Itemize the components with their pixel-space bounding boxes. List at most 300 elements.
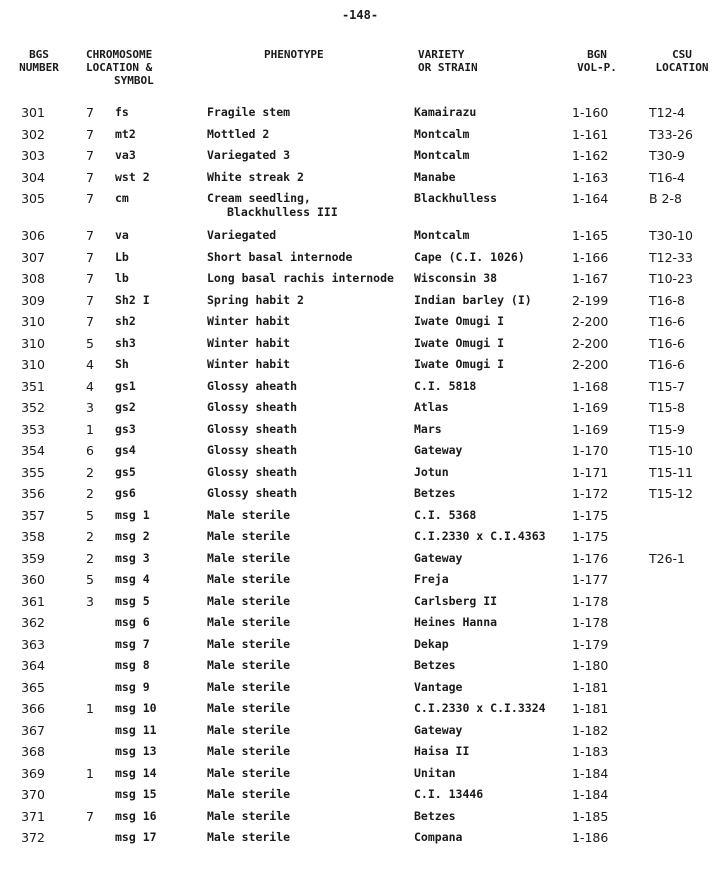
cell-bgn-vol-page: 1-162 xyxy=(572,148,609,163)
table-row xyxy=(0,422,720,444)
cell-csu-location: T12-4 xyxy=(649,105,686,120)
cell-bgn-vol-page: 1-172 xyxy=(572,486,609,501)
cell-variety: Heines Hanna xyxy=(414,615,498,629)
cell-bgn-vol-page: 1-167 xyxy=(572,271,609,286)
cell-symbol: gs4 xyxy=(115,443,136,457)
cell-phenotype xyxy=(207,744,290,758)
cell-symbol: msg 3 xyxy=(115,550,150,565)
cell-symbol: Sh xyxy=(115,357,129,371)
cell-phenotype xyxy=(207,443,297,457)
cell-phenotype-line1: Glossy aheath xyxy=(207,378,298,393)
header-variety-line2: OR STRAIN xyxy=(418,61,478,74)
cell-phenotype xyxy=(207,379,297,393)
cell-phenotype xyxy=(207,723,290,737)
cell-phenotype-line1: Winter habit xyxy=(207,335,291,350)
cell-phenotype-line1: Mottled 2 xyxy=(207,126,270,141)
cell-phenotype-line1: Male sterile xyxy=(207,572,291,586)
header-bgs-line2: NUMBER xyxy=(19,61,59,74)
cell-bgs-number: 359 xyxy=(21,550,45,566)
cell-symbol: msg 15 xyxy=(115,787,157,801)
cell-symbol: gs5 xyxy=(115,464,136,479)
cell-phenotype-line1: Male sterile xyxy=(207,615,291,629)
cell-bgs-number: 362 xyxy=(21,615,45,630)
cell-chromosome: 2 xyxy=(86,486,94,501)
cell-csu-location: T15-8 xyxy=(649,400,686,415)
header-bgn-line1: BGN xyxy=(587,48,607,61)
cell-variety: Betzes xyxy=(414,808,456,823)
cell-phenotype xyxy=(207,170,304,184)
cell-bgs-number: 310 xyxy=(21,314,45,329)
cell-bgn-vol-page: 1-170 xyxy=(572,443,609,458)
cell-bgs-number: 366 xyxy=(21,701,45,716)
header-variety-line1: VARIETY xyxy=(418,48,465,61)
cell-bgn-vol-page: 1-181 xyxy=(572,701,609,716)
header-bgs-number xyxy=(8,48,70,74)
cell-variety: Gateway xyxy=(414,550,463,565)
cell-variety: C.I.2330 x C.I.4363 xyxy=(414,529,546,543)
cell-phenotype-line1: Glossy sheath xyxy=(207,443,298,457)
cell-chromosome: 7 xyxy=(86,105,94,120)
table-row xyxy=(0,744,720,766)
table-row xyxy=(0,658,720,680)
cell-bgn-vol-page: 1-177 xyxy=(572,572,609,587)
cell-variety: C.I. 5818 xyxy=(414,378,477,393)
cell-bgn-vol-page: 1-161 xyxy=(572,126,609,142)
cell-bgs-number: 310 xyxy=(21,357,45,372)
table-row xyxy=(0,551,720,573)
cell-bgn-vol-page: 1-178 xyxy=(572,615,609,630)
cell-phenotype xyxy=(207,422,297,436)
cell-phenotype-line1: Male sterile xyxy=(207,507,291,522)
cell-phenotype xyxy=(207,809,290,823)
cell-phenotype xyxy=(207,766,290,780)
cell-phenotype-line1: Male sterile xyxy=(207,679,291,694)
cell-variety: Betzes xyxy=(414,486,456,500)
cell-chromosome: 5 xyxy=(86,335,94,351)
cell-symbol: msg 1 xyxy=(115,507,150,522)
cell-csu-location: T16-6 xyxy=(649,314,686,329)
cell-variety: Haisa II xyxy=(414,744,470,758)
cell-bgs-number: 369 xyxy=(21,765,45,781)
table-row xyxy=(0,314,720,336)
header-csu-line1: CSU xyxy=(672,48,692,61)
cell-variety: Indian barley (I) xyxy=(414,292,532,307)
cell-chromosome: 7 xyxy=(86,126,94,142)
cell-bgs-number: 354 xyxy=(21,443,45,458)
cell-bgs-number: 357 xyxy=(21,507,45,523)
cell-bgs-number: 352 xyxy=(21,400,45,415)
cell-bgn-vol-page: 1-176 xyxy=(572,550,609,566)
cell-symbol: msg 6 xyxy=(115,615,150,629)
cell-chromosome: 7 xyxy=(86,169,94,185)
cell-bgn-vol-page: 1-165 xyxy=(572,228,609,243)
table-row xyxy=(0,443,720,465)
table-row xyxy=(0,615,720,637)
cell-csu-location: T33-26 xyxy=(649,126,693,142)
cell-symbol: va xyxy=(115,228,129,242)
cell-bgn-vol-page: 1-179 xyxy=(572,636,609,652)
cell-csu-location: T10-23 xyxy=(649,271,693,286)
cell-phenotype xyxy=(207,594,290,608)
cell-chromosome: 3 xyxy=(86,400,94,415)
cell-phenotype-line1: Winter habit xyxy=(207,357,291,371)
cell-phenotype-line1: Variegated 3 xyxy=(207,148,291,162)
table-row xyxy=(0,594,720,616)
cell-variety: Carlsberg II xyxy=(414,593,498,608)
cell-variety: C.I.2330 x C.I.3324 xyxy=(414,701,546,715)
cell-phenotype-line1: Cream seedling, xyxy=(207,191,311,205)
cell-bgn-vol-page: 1-175 xyxy=(572,507,609,523)
table-row xyxy=(0,293,720,315)
cell-phenotype xyxy=(207,551,290,565)
cell-symbol: msg 13 xyxy=(115,744,157,758)
cell-variety: Unitan xyxy=(414,765,456,780)
cell-variety: Montcalm xyxy=(414,126,470,141)
table-row xyxy=(0,127,720,149)
cell-variety: Manabe xyxy=(414,169,456,184)
cell-variety: Iwate Omugi I xyxy=(414,335,505,350)
cell-bgn-vol-page: 1-166 xyxy=(572,249,609,265)
cell-phenotype-line1: Spring habit 2 xyxy=(207,292,304,307)
cell-symbol: msg 5 xyxy=(115,593,150,608)
header-bgs-line1: BGS xyxy=(29,48,49,61)
cell-csu-location: T15-10 xyxy=(649,443,693,458)
cell-variety: Jotun xyxy=(414,464,449,479)
cell-bgn-vol-page: 2-200 xyxy=(572,357,609,372)
cell-bgs-number: 351 xyxy=(21,378,45,394)
cell-phenotype xyxy=(207,637,290,651)
cell-symbol: mt2 xyxy=(115,126,136,141)
cell-symbol: msg 17 xyxy=(115,830,157,844)
table-row xyxy=(0,572,720,594)
cell-bgn-vol-page: 1-180 xyxy=(572,658,609,673)
cell-bgn-vol-page: 1-169 xyxy=(572,421,609,437)
table-row xyxy=(0,170,720,192)
cell-chromosome: 7 xyxy=(86,249,94,265)
cell-phenotype-line1: Glossy sheath xyxy=(207,400,298,414)
cell-csu-location: T16-8 xyxy=(649,292,686,308)
cell-symbol: gs1 xyxy=(115,378,136,393)
cell-symbol: msg 4 xyxy=(115,572,150,586)
cell-chromosome: 5 xyxy=(86,507,94,523)
cell-bgs-number: 302 xyxy=(21,126,45,142)
cell-bgn-vol-page: 1-184 xyxy=(572,765,609,781)
cell-phenotype-line1: Variegated xyxy=(207,228,277,242)
cell-bgn-vol-page: 2-199 xyxy=(572,292,609,308)
cell-phenotype xyxy=(207,148,290,162)
cell-variety: C.I. 5368 xyxy=(414,507,477,522)
page-number: -148- xyxy=(341,8,379,22)
cell-variety: Mars xyxy=(414,421,442,436)
cell-phenotype xyxy=(207,191,338,219)
cell-symbol: lb xyxy=(115,271,129,285)
cell-chromosome: 7 xyxy=(86,228,94,243)
cell-phenotype xyxy=(207,400,297,414)
header-variety xyxy=(418,48,478,74)
table-row xyxy=(0,271,720,293)
cell-chromosome: 2 xyxy=(86,464,94,480)
cell-chromosome: 7 xyxy=(86,808,94,824)
cell-phenotype-line1: Long basal rachis internode xyxy=(207,271,394,285)
table-row xyxy=(0,529,720,551)
cell-bgs-number: 370 xyxy=(21,787,45,802)
cell-phenotype xyxy=(207,271,394,285)
cell-variety: Montcalm xyxy=(414,148,470,162)
cell-csu-location: T15-9 xyxy=(649,421,686,437)
cell-variety: Kamairazu xyxy=(414,105,477,119)
cell-phenotype-line1: Male sterile xyxy=(207,808,291,823)
header-chromosome xyxy=(86,48,196,87)
cell-bgs-number: 308 xyxy=(21,271,45,286)
table-row xyxy=(0,787,720,809)
cell-chromosome: 5 xyxy=(86,572,94,587)
table-row xyxy=(0,336,720,358)
cell-bgs-number: 307 xyxy=(21,249,45,265)
cell-bgs-number: 360 xyxy=(21,572,45,587)
cell-variety: Iwate Omugi I xyxy=(414,314,505,328)
header-phenotype xyxy=(264,48,324,61)
cell-phenotype xyxy=(207,572,290,586)
cell-symbol: msg 2 xyxy=(115,529,150,543)
cell-csu-location: T12-33 xyxy=(649,249,693,265)
cell-chromosome: 7 xyxy=(86,271,94,286)
table-row xyxy=(0,723,720,745)
cell-bgs-number: 365 xyxy=(21,679,45,695)
cell-bgs-number: 353 xyxy=(21,421,45,437)
cell-phenotype-line1: Male sterile xyxy=(207,744,291,758)
cell-phenotype-line1: Short basal internode xyxy=(207,249,353,264)
cell-phenotype xyxy=(207,336,290,350)
cell-variety: Freja xyxy=(414,572,449,586)
cell-chromosome: 7 xyxy=(86,148,94,163)
header-chromosome-line3: SYMBOL xyxy=(114,74,154,87)
cell-phenotype-line1: White streak 2 xyxy=(207,169,304,184)
cell-bgn-vol-page: 1-181 xyxy=(572,679,609,695)
cell-chromosome: 1 xyxy=(86,701,94,716)
cell-phenotype-line1: Winter habit xyxy=(207,314,291,328)
cell-phenotype-line1: Glossy sheath xyxy=(207,486,298,500)
cell-symbol: msg 11 xyxy=(115,722,157,737)
cell-bgn-vol-page: 1-163 xyxy=(572,169,609,185)
cell-bgn-vol-page: 1-160 xyxy=(572,105,609,120)
cell-phenotype xyxy=(207,228,276,242)
cell-variety: Wisconsin 38 xyxy=(414,271,498,285)
cell-chromosome: 3 xyxy=(86,593,94,609)
cell-phenotype-line1: Male sterile xyxy=(207,593,291,608)
cell-phenotype-line1: Male sterile xyxy=(207,787,291,801)
cell-chromosome: 7 xyxy=(86,191,94,206)
cell-phenotype-line1: Male sterile xyxy=(207,701,291,715)
cell-symbol: msg 14 xyxy=(115,765,157,780)
cell-bgn-vol-page: 1-168 xyxy=(572,378,609,394)
cell-bgn-vol-page: 1-183 xyxy=(572,744,609,759)
cell-symbol: wst 2 xyxy=(115,169,150,184)
cell-phenotype xyxy=(207,508,290,522)
cell-bgn-vol-page: 1-175 xyxy=(572,529,609,544)
cell-bgn-vol-page: 1-184 xyxy=(572,787,609,802)
cell-phenotype-line1: Glossy sheath xyxy=(207,421,298,436)
cell-phenotype-line2: Blackhulless III xyxy=(227,205,338,219)
cell-phenotype xyxy=(207,293,304,307)
cell-variety: Gateway xyxy=(414,443,463,457)
cell-phenotype-line1: Male sterile xyxy=(207,529,291,543)
cell-bgn-vol-page: 1-169 xyxy=(572,400,609,415)
cell-symbol: gs2 xyxy=(115,400,136,414)
cell-variety: Iwate Omugi I xyxy=(414,357,505,371)
cell-csu-location: T16-4 xyxy=(649,169,686,185)
cell-phenotype-line1: Male sterile xyxy=(207,636,291,651)
cell-bgs-number: 301 xyxy=(21,105,45,120)
cell-phenotype xyxy=(207,701,290,715)
cell-bgs-number: 309 xyxy=(21,292,45,308)
cell-bgn-vol-page: 2-200 xyxy=(572,335,609,351)
header-csu-line2: LOCATION xyxy=(655,61,709,74)
cell-variety: Blackhulless xyxy=(414,191,498,205)
cell-phenotype xyxy=(207,486,297,500)
cell-variety: Compana xyxy=(414,830,463,844)
cell-phenotype xyxy=(207,105,290,119)
cell-bgn-vol-page: 1-186 xyxy=(572,830,609,845)
cell-bgs-number: 372 xyxy=(21,830,45,845)
table-row xyxy=(0,486,720,508)
cell-symbol: sh3 xyxy=(115,335,136,350)
cell-csu-location: T30-10 xyxy=(649,228,693,243)
cell-chromosome: 7 xyxy=(86,314,94,329)
cell-phenotype xyxy=(207,615,290,629)
cell-csu-location: T26-1 xyxy=(649,550,686,566)
cell-bgs-number: 364 xyxy=(21,658,45,673)
cell-chromosome: 4 xyxy=(86,357,94,372)
cell-variety: Cape (C.I. 1026) xyxy=(414,249,525,264)
table-row xyxy=(0,400,720,422)
table-row xyxy=(0,465,720,487)
cell-bgs-number: 363 xyxy=(21,636,45,652)
cell-symbol: msg 10 xyxy=(115,701,157,715)
cell-phenotype xyxy=(207,658,290,672)
header-bgn-line2: VOL-P. xyxy=(577,61,617,74)
cell-csu-location: T30-9 xyxy=(649,148,686,163)
cell-csu-location: T15-12 xyxy=(649,486,693,501)
cell-phenotype xyxy=(207,830,290,844)
cell-variety: Dekap xyxy=(414,636,449,651)
table-row xyxy=(0,680,720,702)
cell-symbol: Lb xyxy=(115,249,129,264)
cell-bgs-number: 358 xyxy=(21,529,45,544)
cell-chromosome: 4 xyxy=(86,378,94,394)
table-row xyxy=(0,830,720,852)
cell-bgs-number: 306 xyxy=(21,228,45,243)
cell-symbol: msg 8 xyxy=(115,658,150,672)
cell-bgn-vol-page: 1-164 xyxy=(572,191,609,206)
cell-variety: C.I. 13446 xyxy=(414,787,484,801)
cell-phenotype xyxy=(207,787,290,801)
cell-phenotype xyxy=(207,127,269,141)
cell-symbol: cm xyxy=(115,191,129,205)
cell-csu-location: T15-11 xyxy=(649,464,693,480)
cell-phenotype xyxy=(207,314,290,328)
cell-phenotype xyxy=(207,465,297,479)
cell-phenotype xyxy=(207,357,290,371)
cell-phenotype-line1: Male sterile xyxy=(207,658,291,672)
cell-variety: Atlas xyxy=(414,400,449,414)
cell-chromosome: 1 xyxy=(86,765,94,781)
cell-phenotype xyxy=(207,250,352,264)
cell-bgs-number: 303 xyxy=(21,148,45,163)
header-csu xyxy=(652,48,712,74)
cell-variety: Gateway xyxy=(414,722,463,737)
cell-bgs-number: 371 xyxy=(21,808,45,824)
table-row xyxy=(0,250,720,272)
cell-phenotype-line1: Male sterile xyxy=(207,722,291,737)
cell-chromosome: 2 xyxy=(86,550,94,566)
cell-phenotype-line1: Male sterile xyxy=(207,550,291,565)
table-row xyxy=(0,228,720,250)
cell-phenotype-line1: Glossy sheath xyxy=(207,464,298,479)
cell-bgs-number: 356 xyxy=(21,486,45,501)
cell-symbol: fs xyxy=(115,105,129,119)
cell-symbol: msg 7 xyxy=(115,636,150,651)
table-row xyxy=(0,637,720,659)
cell-variety: Vantage xyxy=(414,679,463,694)
cell-bgs-number: 368 xyxy=(21,744,45,759)
cell-symbol: msg 16 xyxy=(115,808,157,823)
header-chromosome-line2: LOCATION & xyxy=(86,61,153,74)
table-row xyxy=(0,379,720,401)
cell-csu-location: T15-7 xyxy=(649,378,686,394)
table-row xyxy=(0,148,720,170)
table-row xyxy=(0,357,720,379)
stock-table xyxy=(0,105,720,852)
cell-bgs-number: 361 xyxy=(21,593,45,609)
cell-bgn-vol-page: 1-171 xyxy=(572,464,609,480)
cell-variety: Montcalm xyxy=(414,228,470,242)
cell-bgs-number: 367 xyxy=(21,722,45,738)
cell-phenotype-line1: Fragile stem xyxy=(207,105,291,119)
table-row xyxy=(0,105,720,127)
cell-bgn-vol-page: 1-185 xyxy=(572,808,609,824)
table-row xyxy=(0,191,720,228)
cell-bgs-number: 304 xyxy=(21,169,45,185)
header-bgn xyxy=(562,48,632,74)
cell-chromosome: 2 xyxy=(86,529,94,544)
cell-phenotype-line1: Male sterile xyxy=(207,830,291,844)
cell-variety: Betzes xyxy=(414,658,456,672)
header-chromosome-line1: CHROMOSOME xyxy=(86,48,153,61)
cell-symbol: gs3 xyxy=(115,421,136,436)
table-row xyxy=(0,809,720,831)
table-row xyxy=(0,701,720,723)
cell-chromosome: 1 xyxy=(86,421,94,437)
cell-bgs-number: 310 xyxy=(21,335,45,351)
cell-csu-location: T16-6 xyxy=(649,335,686,351)
cell-phenotype-line1: Male sterile xyxy=(207,765,291,780)
table-row xyxy=(0,508,720,530)
cell-phenotype xyxy=(207,529,290,543)
cell-symbol: sh2 xyxy=(115,314,136,328)
cell-bgs-number: 355 xyxy=(21,464,45,480)
cell-symbol: msg 9 xyxy=(115,679,150,694)
table-row xyxy=(0,766,720,788)
cell-bgn-vol-page: 1-178 xyxy=(572,593,609,609)
cell-symbol: va3 xyxy=(115,148,136,162)
cell-chromosome: 7 xyxy=(86,292,94,308)
cell-bgn-vol-page: 2-200 xyxy=(572,314,609,329)
cell-csu-location: T16-6 xyxy=(649,357,686,372)
header-phenotype-line1: PHENOTYPE xyxy=(264,48,324,61)
cell-symbol: Sh2 I xyxy=(115,292,150,307)
cell-symbol: gs6 xyxy=(115,486,136,500)
cell-phenotype xyxy=(207,680,290,694)
